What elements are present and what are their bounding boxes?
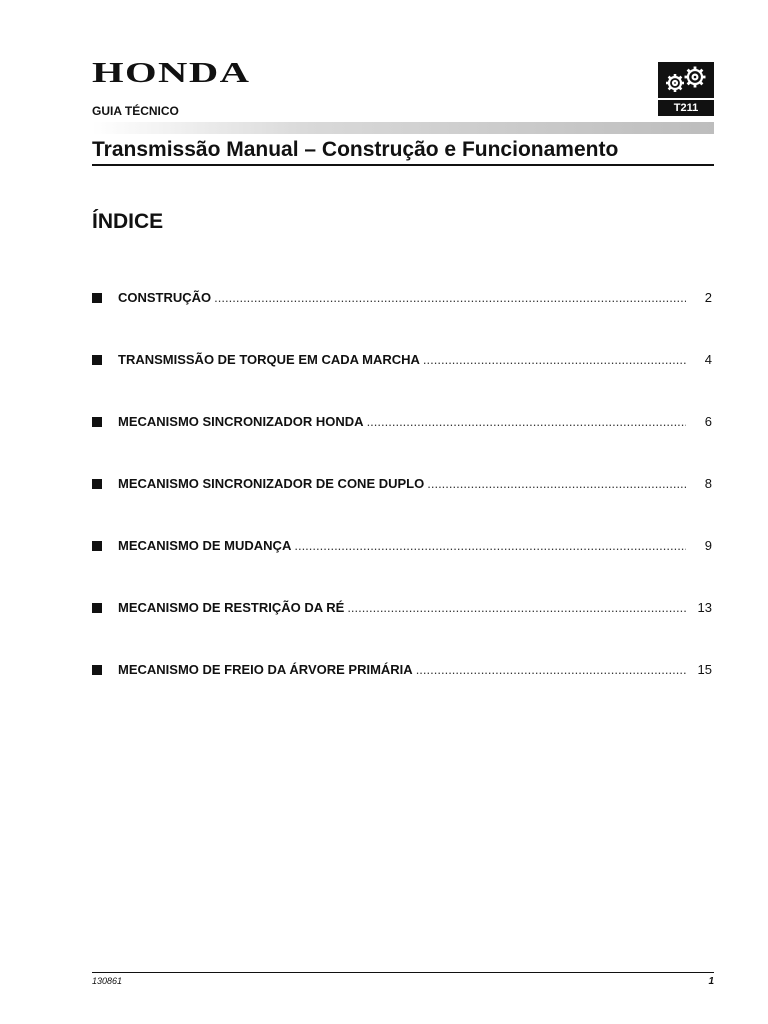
dot-leader: [294, 538, 686, 554]
dot-leader: [214, 290, 686, 306]
header-gradient-bar: [92, 122, 714, 134]
toc-entry-label: TRANSMISSÃO DE TORQUE EM CADA MARCHA: [118, 352, 420, 367]
toc-entry-label: MECANISMO DE RESTRIÇÃO DA RÉ: [118, 600, 345, 615]
toc-entry-cone-duplo[interactable]: [92, 476, 712, 538]
square-bullet-icon: [92, 479, 102, 489]
footer-document-code: 130861: [92, 976, 123, 986]
square-bullet-icon: [92, 417, 102, 427]
square-bullet-icon: [92, 293, 102, 303]
dot-leader: [347, 600, 686, 616]
brand-logo: HONDA: [92, 58, 251, 89]
footer-divider: [92, 972, 714, 973]
square-bullet-icon: [92, 665, 102, 675]
toc-entry-page: 6: [704, 414, 712, 429]
square-bullet-icon: [92, 355, 102, 365]
dot-leader: [427, 476, 686, 492]
document-title: Transmissão Manual – Construção e Funcionamento: [92, 138, 619, 161]
toc-entry-page: 9: [704, 538, 712, 553]
toc-entry-construcao[interactable]: [92, 290, 712, 352]
table-of-contents: [92, 290, 712, 724]
toc-entry-page: 2: [704, 290, 712, 305]
title-divider: [92, 164, 714, 166]
index-heading: ÍNDICE: [92, 210, 164, 233]
guide-label: GUIA TÉCNICO: [92, 104, 179, 118]
square-bullet-icon: [92, 603, 102, 613]
toc-entry-page: 13: [697, 600, 712, 615]
toc-entry-transmissao-torque[interactable]: [92, 352, 712, 414]
square-bullet-icon: [92, 541, 102, 551]
toc-entry-label: MECANISMO SINCRONIZADOR HONDA: [118, 414, 364, 429]
toc-entry-label: MECANISMO DE FREIO DA ÁRVORE PRIMÁRIA: [118, 662, 413, 677]
toc-entry-page: 8: [704, 476, 712, 491]
toc-entry-label: CONSTRUÇÃO: [118, 290, 212, 305]
gears-icon: [658, 62, 714, 98]
dot-leader: [423, 352, 686, 368]
toc-entry-page: 15: [697, 662, 712, 677]
toc-entry-label: MECANISMO SINCRONIZADOR DE CONE DUPLO: [118, 476, 425, 491]
toc-entry-label: MECANISMO DE MUDANÇA: [118, 538, 292, 553]
document-code-badge: T211: [658, 100, 714, 116]
toc-entry-freio-arvore[interactable]: [92, 662, 712, 724]
toc-entry-sincronizador-honda[interactable]: [92, 414, 712, 476]
footer-page-number: 1: [708, 976, 714, 987]
dot-leader: [416, 662, 686, 678]
toc-entry-mudanca[interactable]: [92, 538, 712, 600]
toc-entry-page: 4: [704, 352, 712, 367]
toc-entry-restricao-re[interactable]: [92, 600, 712, 662]
dot-leader: [367, 414, 686, 430]
